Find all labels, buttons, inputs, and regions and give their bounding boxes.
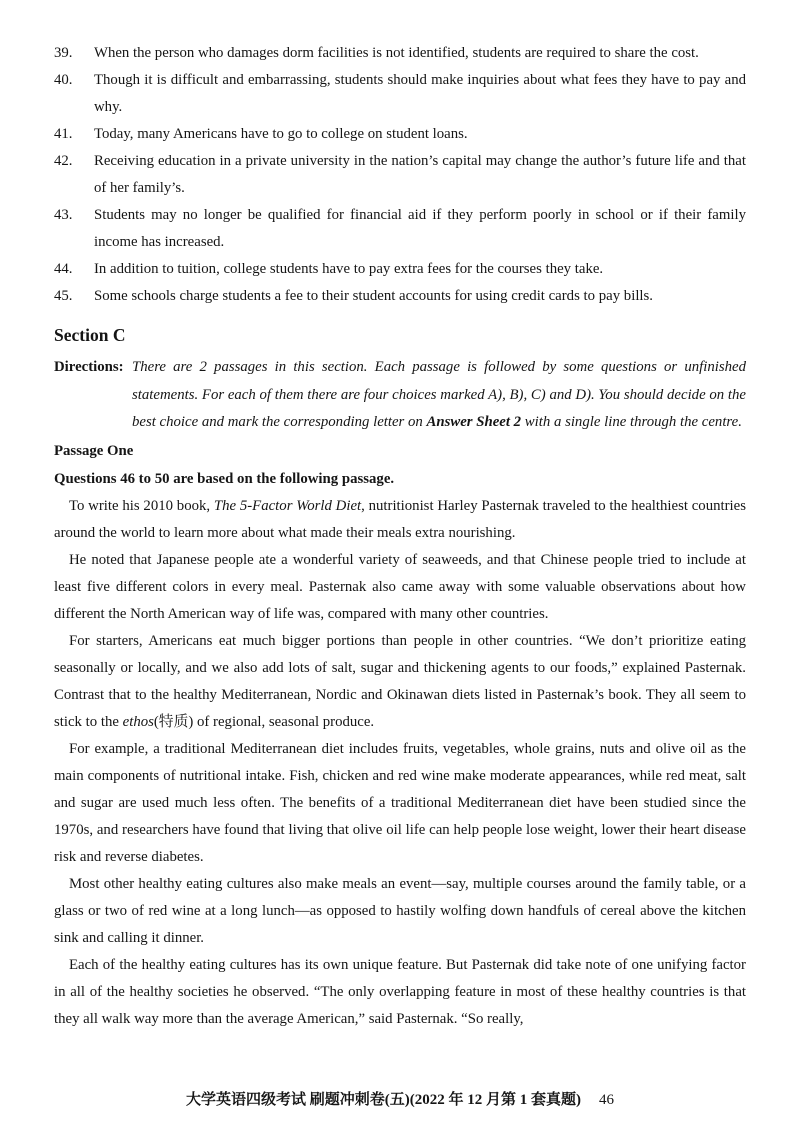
item-number: 39. [54,45,73,61]
passage-paragraph-1: To write his 2010 book, The 5-Factor World Diet, nutritionist Harley Pasternak traveled to the healthiest countries around the world to learn more about what made their meals extra nourishing. [54,497,746,541]
section-c-heading: Section C [54,325,126,345]
passage-one-heading: Passage One [54,442,134,459]
list-item [54,67,746,121]
item-text: Receiving education in a private university in the nation’s capital may change the author’s future life and that of her family’s. [94,153,746,196]
passage-paragraph-5: Most other healthy eating cultures also make meals an event—say, multiple courses around the family table, or a glass or two of red wine at a long lunch—as opposed to hastily wolfing down handfuls of cereal above the kitchen sink and calling it dinner. [54,875,746,946]
page-footer [0,1088,800,1112]
item-number: 45. [54,288,73,304]
passage-paragraph-4: For example, a traditional Mediterranean diet includes fruits, vegetables, whole grains, nuts and olive oil as the main components of nutritional intake. Fish, chicken and red wine make moderate appearances, while red meat, salt and sugar are used much less often. The benefits of a traditional Mediterranean diet have been studied since the 1970s, and researchers have found that living that olive oil life can help people lose weight, lower their heart disease risk and reverse diabetes. [54,740,746,865]
question-statements-list [54,40,746,310]
item-text: Some schools charge students a fee to their student accounts for using credit cards to pay bills. [94,288,653,304]
item-text: In addition to tuition, college students have to pay extra fees for the courses they take. [94,261,604,277]
list-item [54,202,746,256]
questions-range-heading: Questions 46 to 50 are based on the following passage. [54,470,395,487]
item-number: 42. [54,153,73,169]
item-text: Though it is difficult and embarrassing, students should make inquiries about what fees they have to pay and why. [94,72,746,115]
item-number: 40. [54,72,73,88]
directions-text: There are 2 passages in this section. Each passage is followed by some questions or unfinished statements. For each of them there are four choices marked A), B), C) and D). You should decide on the best choice and mark the corresponding letter on Answer Sheet 2 with a single line through the centre. [132,359,746,430]
list-item [54,40,746,67]
item-text: Students may no longer be qualified for financial aid if they perform poorly in school or if their family income has increased. [94,207,746,250]
item-text: When the person who damages dorm facilities is not identified, students are required to share the cost. [94,45,699,61]
list-item [54,121,746,148]
passage-paragraph-3: For starters, Americans eat much bigger portions than people in other countries. “We don’t prioritize eating seasonally or locally, and we also add lots of salt, sugar and thickening agents to our foods,” explained Pasternak. Contrast that to the healthy Mediterranean, Nordic and Okinawan diets listed in Pasternak’s book. They all seem to stick to the ethos(特质) of regional, seasonal produce. [54,632,746,730]
directions-block [54,354,746,437]
item-number: 41. [54,126,73,142]
item-text: Today, many Americans have to go to college on student loans. [94,126,468,142]
list-item [54,283,746,310]
list-item [54,256,746,283]
item-number: 43. [54,207,73,223]
passage-paragraph-6: Each of the healthy eating cultures has its own unique feature. But Pasternak did take note of one unifying factor in all of the healthy societies he observed. “The only overlapping feature in most of these healthy countries is that they all walk way more than the average American,” said Pasternak. “So really, [54,956,746,1027]
page-number: 46 [598,1092,614,1108]
item-number: 44. [54,261,73,277]
list-item [54,148,746,202]
footer-title: 大学英语四级考试 刷题冲刺卷(五)(2022 年 12 月第 1 套真题) [186,1092,581,1108]
directions-label: Directions: [54,359,124,375]
passage-paragraph-2: He noted that Japanese people ate a wonderful variety of seaweeds, and that Chinese people tried to include at least five different colors in every meal. Pasternak also came away with some valuable observations about how different the North American way of life was, compared with many other countries. [54,551,746,622]
